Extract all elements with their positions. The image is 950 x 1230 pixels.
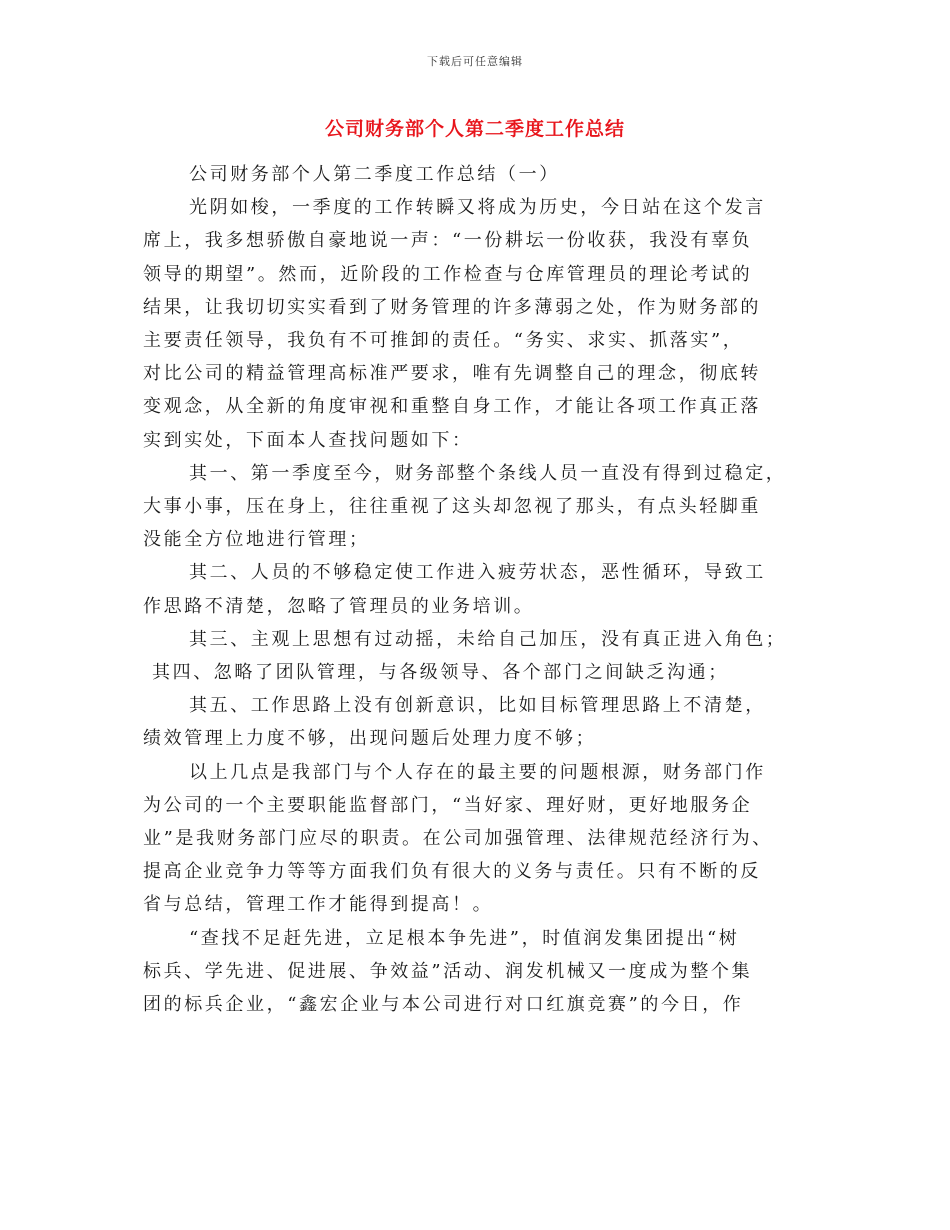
paragraph-line: 绩效管理上力度不够，出现问题后处理力度不够； <box>143 728 597 750</box>
paragraph-line: 其三、主观上思想有过动摇，未给自己加压，没有真正进入角色； <box>189 628 787 650</box>
paragraph-line: 主要责任领导，我负有不可推卸的责任。“务实、求实、抓落实”， <box>143 330 744 352</box>
paragraph-line: 其二、人员的不够稳定使工作进入疲劳状态，恶性循环，导致工 <box>189 562 766 584</box>
paragraph-line: 席上，我多想骄傲自豪地说一声：“一份耕坛一份收获，我没有辜负 <box>143 230 753 252</box>
paragraph-line: 大事小事，压在身上，往往重视了这头却忽视了那头，有点头轻脚重 <box>143 496 761 518</box>
paragraph-line: 作思路不清楚，忽略了管理员的业务培训。 <box>143 595 535 617</box>
document-body <box>143 158 808 1021</box>
paragraph-line: 标兵、学先进、促进展、争效益”活动、润发机械又一度成为整个集 <box>143 960 753 982</box>
paragraph-line: 以上几点是我部门与个人存在的最主要的问题根源，财务部门作 <box>189 761 766 783</box>
paragraph-line: 业”是我财务部门应尽的职责。在公司加强管理、法律规范经济行为、 <box>143 828 773 850</box>
paragraph-line: 为公司的一个主要职能监督部门，“当好家、理好财，更好地服务企 <box>143 794 753 816</box>
paragraph-line: 其四、忽略了团队管理，与各级领导、各个部门之间缺乏沟通； <box>152 662 729 684</box>
paragraph-line: 省与总结，管理工作才能得到提高！。 <box>143 894 494 916</box>
paragraph-line: 领导的期望”。然而，近阶段的工作检查与仓库管理员的理论考试的 <box>143 263 753 285</box>
paragraph-line: 光阴如梭，一季度的工作转瞬又将成为历史，今日站在这个发言 <box>189 197 766 219</box>
paragraph-line: 其一、第一季度至今，财务部整个条线人员一直没有得到过稳定， <box>189 462 787 484</box>
paragraph-line: 其五、工作思路上没有创新意识，比如目标管理思路上不清楚， <box>189 695 766 717</box>
paragraph-line: 没能全方位地进行管理； <box>143 529 370 551</box>
page-header-note: 下载后可任意编辑 <box>427 55 523 68</box>
paragraph-line: 结果，让我切切实实看到了财务管理的许多薄弱之处，作为财务部的 <box>143 296 761 318</box>
paragraph-line: 团的标兵企业，“鑫宏企业与本公司进行对口红旗竞赛”的今日，作 <box>143 994 744 1016</box>
document-title: 公司财务部个人第二季度工作总结 <box>324 118 625 140</box>
paragraph-line: 提高企业竞争力等等方面我们负有很大的义务与责任。只有不断的反 <box>143 861 761 883</box>
paragraph-line: 对比公司的精益管理高标准严要求，唯有先调整自己的理念，彻底转 <box>143 363 761 385</box>
paragraph-line: 实到实处，下面本人查找问题如下： <box>143 429 473 451</box>
subtitle-line: 公司财务部个人第二季度工作总结（一） <box>189 164 560 185</box>
paragraph-line: 变观念，从全新的角度审视和重整自身工作，才能让各项工作真正落 <box>143 396 761 418</box>
paragraph-line: “查找不足赶先进，立足根本争先进”，时值润发集团提出“树 <box>189 927 740 949</box>
